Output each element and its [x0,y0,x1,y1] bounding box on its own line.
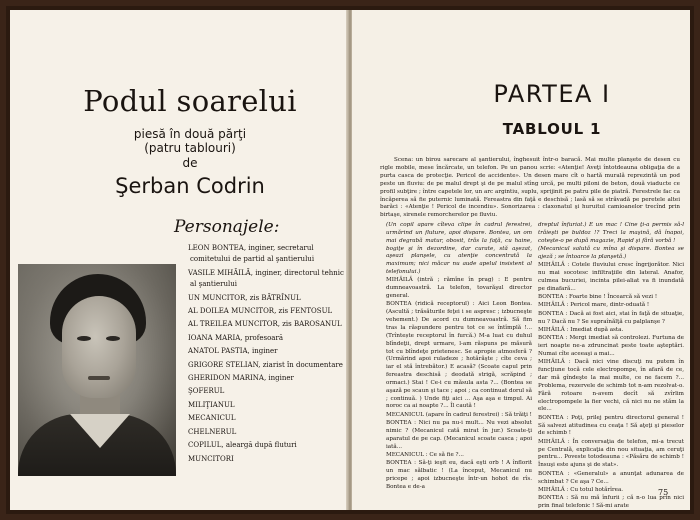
character-item: ANATOL PASTIA, inginer [188,347,278,356]
dialogue-paragraph: BONTEA : Să nu mă înfurii ; că n-o lua prin nici prin final telefonic ! Să-mi arate [538,495,684,510]
subtitle-line: de [182,156,198,170]
dialogue-paragraph: BONTEA (ridică receptorul) : Aici Leon Bontea. (Ascultă ; trăsăturile feţei i se aspresc ; izbucneşte vehement.) De acord cu dumneavoastră. Să fim tras la răspundere pentru tot ce se întîmplă !... (Trîntește receptorul în furcă.) M-a luat cu duhul blîndeţii, drept urmare, l-am răspuns pe măsură tot cu blîndeţe prietenesc. Se apropie atmosferă ? (Urmărind apoi ruladeze ; hotărăşte ; cîte ceva ; iar el stă întrebător.) E acasă? (Scoate capul prin fereastra deschisă ; deodată strigă, scrăpind ; ormaci.) Stai ! Ce-i cu măsula asta ?... (Bontea se aşază pe scaun şi tace ; apoi ; ca continuat dorul să ; continuă. ) Unde fiţi aici ... Aşa aşa e timpul. Ai noroc ca ai noapte ?... Îl caută ! [386,301,532,410]
right-page [352,10,690,510]
magazine-spread [6,6,694,514]
dialogue-paragraph: (Un copil apare cîteva clipe în cadrul ferestrei, urmărind un fluture, apoi dispare. Bontea, un om mai degrabă matur, obosit, trăs la faţă, cu haine, bogiţe şi în dezordine, dar curate, stă aşezat, aşeazi planşele, cu atenţie concentrată la maximum; nici măcar nu aude apelul insistent al telefonului.) [386,222,532,276]
page-number: 75 [658,488,669,497]
dialogue-paragraph: MIHĂILĂ : Imediat după asta. [538,326,624,333]
character-item: AL DOILEA MUNCITOR, zis FENTOSUL [188,307,333,316]
play-title: Podul soarelui [83,84,297,118]
character-item: ŞOFERUL [188,387,225,396]
dialogue-paragraph: BONTEA : Să-ţi ieşit eu, dacă eşti orb ! A înflorit un mac sălbatic ! (La început, Mecanicul nu pricepe ; apoi izbucneşte într-un hohot de rîs. Bontea e de-a [386,460,532,490]
dialogue-paragraph: BONTEA : Poţi, prilej pentru directorul general ! Să salvezi atitudinea cu ceaţa ! Să aţeţi şi pieselor de schimb ! [538,414,684,437]
characters-heading: Personajele: [174,217,280,237]
character-item: IOANA MARIA, profesoară [188,333,284,342]
dialogue-paragraph: BONTEA : Dacă ai fost aici, stai în faţă de situaţie, nu ? Dacă nu ? Se supraînălţă cu palplanşe ? [538,310,684,325]
part-heading: PARTEA I [493,80,611,108]
tableau-heading: TABLOUL 1 [502,120,602,138]
dialogue-paragraph: BONTEA : «Generalul» a anunţat adunarea de schimbat ? Ce aşa ? Ce... [538,470,684,485]
character-item: AL TREILEA MUNCITOR, zis BAROSANUL [188,320,342,329]
character-item: MUNCITORI [188,454,234,463]
character-item: MILIŢIANUL [188,400,235,409]
dialogue-paragraph: BONTEA : Mergi imediat să controlezi. Furtuna de ieri noapte ne-a zdruncinat peste toate aşteptări. Numai cîte aceeaşi a mai... [538,335,684,357]
character-item: CHELNERUL [188,427,237,436]
dialogue-column-right [538,222,684,510]
dialogue-paragraph: MIHĂILĂ (intră ; rămîne în prag) : E pentru dumneavoastră. La telefon, tovarăşul director general. [386,277,532,300]
dialogue-paragraph: MIHĂILĂ : Cu totul hotărîrea. [538,486,624,493]
dialogue-paragraph: (Mecanicul salută cu mîna şi dispare. Bontea se ajeză ; se întoarce la planşetă.) [538,246,684,260]
subtitle-line: piesă în două părţi [133,127,247,141]
character-list [188,243,346,467]
character-item: GHERIDON MARINA, inginer [188,374,294,383]
dialogue-paragraph: MIHĂILĂ : În conversaţia de telefon, mi-a trecut pe Centrală, explicaţia din nou situaţia, am ceruţi pentru... Poveste totodeauna : «Păsăru de schimb ! Însuşi este ajuns şi de stat». [538,438,684,469]
character-item: MECANICUL [188,414,236,423]
dialogue-paragraph: MECANICUL : Ce să fie ?... [386,451,464,458]
left-page [10,10,348,510]
dialogue-paragraph: MIHĂILĂ : Pericol mare, dintr-oduată ! [538,302,650,309]
character-item: LEON BONTEA, inginer, secretarul comitetului de partid al şantierului [188,244,315,264]
dialogue-column-left [386,222,532,492]
character-item: GRIGORE STELIAN, ziarist în documentare [188,360,343,369]
dialogue-paragraph: MECANICUL (apare în cadrul ferestrei) : Să trăiţi ! [386,411,532,418]
dialogue-paragraph: BONTEA : Nici nu pa nu-i mult... Nu vezi absolut nimic ? (Mecanicul cată mirat în jur.) Scoate-ţi aparatul de pe cap. (Mecanicul scoate casca ; apoi iată... [386,420,532,450]
character-item: UN MUNCITOR, zis BĂTRÎNUL [188,293,301,302]
subtitle-line: (patru tablouri) [144,141,236,155]
dialogue-paragraph: dreptul înfuriat.) E un mac ! Cine ţi-a permis să-l trăieşti pe buldoz !? Treci la maşină, dă înapoi, coteşte-o pe după magazie, Rapid şi fără vorbă ! [538,222,684,244]
dialogue-paragraph: BONTEA : Foarte bine ! Încearcă să vezi ! [538,294,658,301]
character-item: COPILUL, aleargă după fluturi [188,441,297,450]
author-name: Şerban Codrin [115,174,265,198]
author-portrait [18,264,176,476]
scene-description: Scena: un birou sarecare al şantierului, înghesuit într-o baracă. Mai multe planşete de desen cu rigle mobile, mese încărcate, un telefon. Pe un panou scrie: «Atenţie! Aveţi întotdeauna obligaţia de a purta casca de protecţie. Pericol de accidente». Un desen mare cît o hartă murală reprezintă un pod peste un fluviu: de pe malul drept şi de pe malul stîng urcă, pe multi piloni de beton, două viaducte ce profil subţire ; între capetele lor, un arc argintiu, suplu, sprijinit pe patru pile de piatră. Ferestrele fac ca încăperea să fie puternic luminată. Fereastra din faţă e deschisă ; lasă să se străvadă pe peretele altei barăci : «Atenţie ! Pericol de incendiu». Sonorizarea : claxonatul şi huruitul camioanelor trecînd prin birtaşe, sirenele remorcherelor pe fluviu. [380,157,680,219]
dialogue-paragraph: MIHĂILĂ : Dacă nici vine discuţi nu putem în funcţiune tocă cele electropompe, în afară de ce, dar mă gîndeşte la mai multe, ce ne facem ?... Problema, rezervele de schimb tot n-am rezolvat-o. Fără rotoare n-avem decît să zvîrlim electropompele la fier vechi, că nici nu ne stăm la ele... [538,359,684,413]
dialogue-paragraph: MIHĂILĂ : Cotele fluviului cresc îngrijorător. Nici nu mai socotesc infiltraţiile din lateral. Anafor, culmea bucuriei, incinta pilei-aliat va fi inundată pe dinafară... [538,262,684,292]
character-item: VASILE MIHĂILĂ, inginer, directorul tehnic al şantierului [188,268,344,289]
